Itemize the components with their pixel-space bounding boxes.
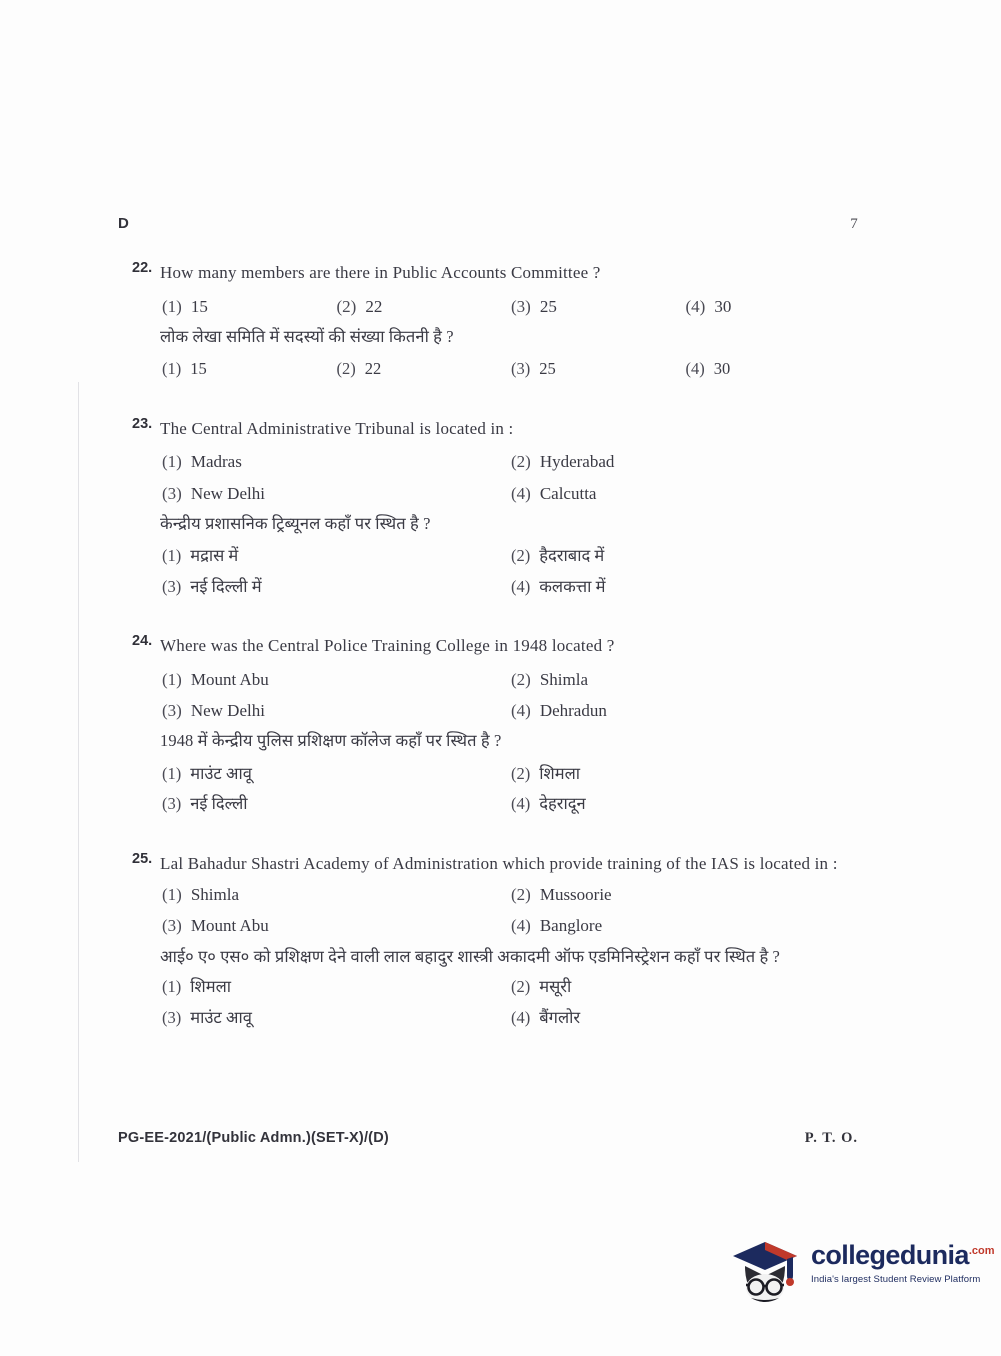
option-text: हैदराबाद में xyxy=(539,546,605,566)
page-number: 7 xyxy=(850,216,858,232)
option-text: Shimla xyxy=(190,885,239,905)
question-block xyxy=(118,850,858,1035)
option-label: (3) xyxy=(162,794,182,814)
spacer xyxy=(118,622,858,632)
option-label: (4) xyxy=(685,359,705,379)
option-text: Madras xyxy=(190,452,242,472)
option-label: (2) xyxy=(511,763,531,783)
option-label: (3) xyxy=(162,916,182,936)
option-item[interactable] xyxy=(160,543,509,569)
question-stem-english: Where was the Central Police Training College in 1948 located ? xyxy=(160,636,615,656)
option-item[interactable] xyxy=(509,543,858,569)
question-number: 23. xyxy=(132,415,153,432)
option-text: शिमला xyxy=(539,763,581,783)
option-text: Calcutta xyxy=(539,483,597,503)
option-item[interactable] xyxy=(509,791,858,817)
option-text: 30 xyxy=(714,296,732,316)
option-text: नई दिल्ली xyxy=(190,794,248,814)
collegedunia-watermark xyxy=(725,1224,993,1316)
question-number: 24. xyxy=(132,633,153,650)
option-label: (2) xyxy=(511,885,531,905)
option-item[interactable] xyxy=(509,697,858,724)
options-row-english xyxy=(160,666,858,693)
options-row-hindi xyxy=(160,791,858,817)
option-text: कलकत्ता में xyxy=(539,576,606,596)
options-row-hindi xyxy=(160,543,858,569)
options-row-hindi xyxy=(160,974,858,1000)
option-text: Mount Abu xyxy=(190,669,269,689)
option-label: (1) xyxy=(162,546,182,566)
option-item[interactable] xyxy=(509,761,858,787)
option-text: शिमला xyxy=(190,977,232,997)
question-stem-hindi: लोक लेखा समिति में सदस्यों की संख्या कितनी है ? xyxy=(160,326,454,346)
question-number: 25. xyxy=(132,850,153,867)
option-text: 25 xyxy=(539,296,557,316)
option-text: माउंट आवू xyxy=(190,1007,252,1027)
option-item[interactable] xyxy=(509,480,858,507)
option-label: (1) xyxy=(162,763,182,783)
option-text: New Delhi xyxy=(190,700,265,720)
watermark-text xyxy=(811,1240,995,1285)
option-item[interactable] xyxy=(509,666,858,693)
option-item[interactable] xyxy=(684,356,859,382)
watermark-tagline: India's largest Student Review Platform xyxy=(811,1274,981,1285)
option-item[interactable] xyxy=(160,974,509,1000)
option-label: (3) xyxy=(511,359,531,379)
option-item[interactable] xyxy=(160,1005,509,1031)
option-item[interactable] xyxy=(160,761,509,787)
page-header xyxy=(118,215,858,233)
option-item[interactable] xyxy=(509,574,858,600)
option-label: (4) xyxy=(511,1007,531,1027)
set-code: D xyxy=(118,215,130,232)
options-row-english xyxy=(160,881,858,908)
option-text: माउंट आवू xyxy=(190,763,252,783)
page-footer xyxy=(118,1130,858,1147)
option-label: (1) xyxy=(162,977,182,997)
option-item[interactable] xyxy=(509,974,858,1000)
option-item[interactable] xyxy=(160,448,509,475)
option-text: Mount Abu xyxy=(190,916,269,936)
option-label: (1) xyxy=(162,885,182,905)
question-body xyxy=(160,415,858,604)
option-label: (2) xyxy=(511,977,531,997)
option-item[interactable] xyxy=(509,356,684,382)
option-item[interactable] xyxy=(160,574,509,600)
option-item[interactable] xyxy=(684,293,859,320)
option-item[interactable] xyxy=(160,697,509,724)
option-label: (2) xyxy=(511,452,531,472)
option-label: (3) xyxy=(162,1007,182,1027)
option-item[interactable] xyxy=(160,666,509,693)
option-item[interactable] xyxy=(509,881,858,908)
options-row-english xyxy=(160,293,858,320)
option-label: (1) xyxy=(162,359,182,379)
option-label: (3) xyxy=(162,483,182,503)
option-item[interactable] xyxy=(160,480,509,507)
question-body xyxy=(160,850,858,1035)
option-label: (3) xyxy=(162,700,182,720)
option-label: (2) xyxy=(511,546,531,566)
options-row-english xyxy=(160,480,858,507)
option-item[interactable] xyxy=(160,791,509,817)
option-label: (4) xyxy=(511,700,531,720)
option-label: (3) xyxy=(162,576,182,596)
option-text: बैंगलोर xyxy=(539,1007,581,1027)
option-label: (1) xyxy=(162,452,182,472)
question-block xyxy=(118,259,858,387)
question-stem-english: The Central Administrative Tribunal is located in : xyxy=(160,418,514,438)
option-item[interactable] xyxy=(509,912,858,939)
option-item[interactable] xyxy=(509,448,858,475)
options-row-hindi xyxy=(160,574,858,600)
question-body xyxy=(160,259,858,387)
question-body xyxy=(160,632,858,821)
scan-artifact-line xyxy=(78,382,79,1162)
option-label: (4) xyxy=(511,916,531,936)
option-text: देहरादून xyxy=(539,794,586,814)
graduate-mascot-icon xyxy=(725,1230,805,1310)
spacer xyxy=(118,840,858,850)
paper-code: PG-EE-2021/(Public Admn.)(SET-X)/(D) xyxy=(118,1130,389,1146)
option-text: 15 xyxy=(190,296,208,316)
options-row-english xyxy=(160,912,858,939)
option-text: Shimla xyxy=(539,669,588,689)
options-row-hindi xyxy=(160,1005,858,1031)
option-text: मद्रास में xyxy=(190,546,239,566)
option-text: 30 xyxy=(713,359,731,379)
option-label: (1) xyxy=(162,296,182,316)
option-label: (4) xyxy=(511,576,531,596)
watermark-brand xyxy=(811,1240,995,1270)
options-row-hindi xyxy=(160,356,858,382)
option-label: (2) xyxy=(336,359,356,379)
option-text: नई दिल्ली में xyxy=(190,576,262,596)
spacer xyxy=(118,405,858,415)
option-text: 22 xyxy=(365,296,383,316)
watermark-brand-name: collegedunia xyxy=(811,1240,969,1270)
option-item[interactable] xyxy=(160,356,335,382)
option-item[interactable] xyxy=(335,356,510,382)
option-text: Banglore xyxy=(539,916,603,936)
question-block xyxy=(118,415,858,604)
watermark-brand-suffix: .com xyxy=(968,1245,995,1257)
option-text: Mussoorie xyxy=(539,885,612,905)
option-item[interactable] xyxy=(335,293,510,320)
pto-label: P. T. O. xyxy=(804,1130,858,1146)
option-text: 25 xyxy=(539,359,556,379)
question-stem-hindi: केन्द्रीय प्रशासनिक ट्रिब्यूनल कहाँ पर स्थित है ? xyxy=(160,513,431,533)
option-item[interactable] xyxy=(160,881,509,908)
option-label: (2) xyxy=(511,669,531,689)
option-text: Hyderabad xyxy=(539,452,615,472)
option-label: (4) xyxy=(511,794,531,814)
options-row-english xyxy=(160,697,858,724)
option-label: (4) xyxy=(685,296,706,316)
options-row-hindi xyxy=(160,761,858,787)
option-item[interactable] xyxy=(160,293,335,320)
option-text: मसूरी xyxy=(539,977,572,997)
page-content xyxy=(118,215,858,1053)
question-stem-english: Lal Bahadur Shastri Academy of Administration which provide training of the IAS is located in : xyxy=(160,853,838,873)
option-label: (3) xyxy=(511,296,531,316)
option-item[interactable] xyxy=(160,912,509,939)
option-item[interactable] xyxy=(509,1005,858,1031)
question-stem-hindi: आई० ए० एस० को प्रशिक्षण देने वाली लाल बहादुर शास्त्री अकादमी ऑफ एडमिनिस्ट्रेशन कहाँ पर स्थित है ? xyxy=(160,946,780,966)
option-text: Dehradun xyxy=(539,700,607,720)
question-number: 22. xyxy=(132,260,153,276)
options-row-english xyxy=(160,448,858,475)
question-stem-english: How many members are there in Public Accounts Committee ? xyxy=(160,263,601,282)
option-text: 15 xyxy=(190,359,207,379)
question-block xyxy=(118,632,858,821)
option-label: (4) xyxy=(511,483,531,503)
option-text: 22 xyxy=(364,359,382,379)
option-text: New Delhi xyxy=(190,483,265,503)
option-item[interactable] xyxy=(509,293,684,320)
option-label: (2) xyxy=(336,296,357,316)
question-stem-hindi: 1948 में केन्द्रीय पुलिस प्रशिक्षण कॉलेज कहाँ पर स्थित है ? xyxy=(160,731,502,751)
option-label: (1) xyxy=(162,669,182,689)
